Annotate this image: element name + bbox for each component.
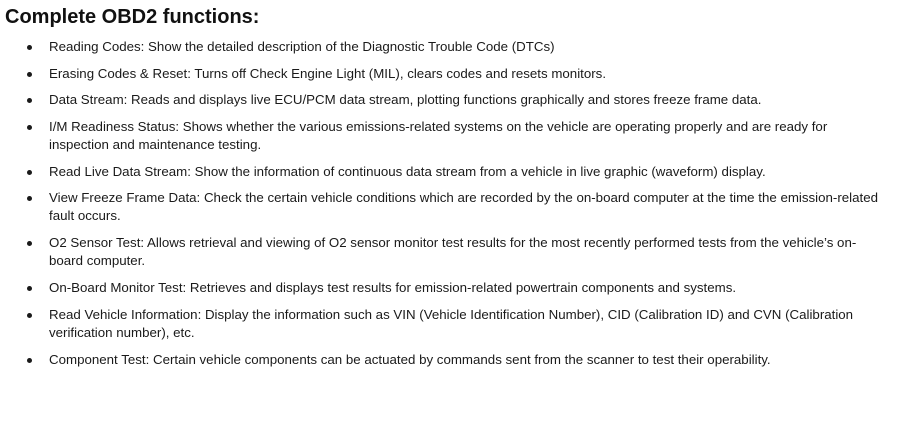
list-item-text: On-Board Monitor Test: Retrieves and displays test results for emission-related powertrain components and systems. — [49, 280, 737, 296]
bullet-dot-icon — [27, 196, 32, 201]
list-item — [0, 91, 900, 109]
bullet-dot-icon — [27, 45, 32, 50]
function-list — [0, 38, 900, 378]
bullet-dot-icon — [27, 313, 32, 318]
bullet-dot-icon — [27, 72, 32, 77]
list-item — [0, 189, 900, 225]
list-item-text: O2 Sensor Test: Allows retrieval and viewing of O2 sensor monitor test results for the most recently performed tests from the vehicle’s on-board computer. — [49, 235, 857, 269]
bullet-dot-icon — [27, 286, 32, 291]
list-item — [0, 65, 900, 83]
list-item — [0, 279, 900, 297]
bullet-dot-icon — [27, 170, 32, 175]
bullet-dot-icon — [27, 241, 32, 246]
list-item — [0, 234, 900, 270]
list-item-text: Read Vehicle Information: Display the information such as VIN (Vehicle Identification Number), CID (Calibration ID) and CVN (Calibration verification number), etc. — [49, 306, 854, 340]
list-item-text: Component Test: Certain vehicle components can be actuated by commands sent from the scanner to test their operability. — [49, 351, 771, 367]
list-item — [0, 163, 900, 181]
list-item — [0, 38, 900, 56]
list-item-text: Data Stream: Reads and displays live ECU/PCM data stream, plotting functions graphically and stores freeze frame data. — [49, 92, 762, 108]
bullet-dot-icon — [27, 125, 32, 130]
list-item — [0, 351, 900, 369]
list-item-text: View Freeze Frame Data: Check the certain vehicle conditions which are recorded by the on-board computer at the time the emission-related fault occurs. — [49, 190, 879, 224]
list-item — [0, 118, 900, 154]
bullet-dot-icon — [27, 358, 32, 363]
bullet-dot-icon — [27, 98, 32, 103]
list-item — [0, 306, 900, 342]
list-item-text: I/M Readiness Status: Shows whether the various emissions-related systems on the vehicle are operating properly and are ready for inspection and maintenance testing. — [49, 118, 828, 152]
list-item-text: Reading Codes: Show the detailed description of the Diagnostic Trouble Code (DTCs) — [49, 39, 555, 54]
page-title: Complete OBD2 functions: — [5, 6, 260, 28]
list-item-text: Erasing Codes & Reset: Turns off Check Engine Light (MIL), clears codes and resets monitors. — [49, 65, 607, 81]
list-item-text: Read Live Data Stream: Show the information of continuous data stream from a vehicle in live graphic (waveform) display. — [49, 163, 766, 179]
